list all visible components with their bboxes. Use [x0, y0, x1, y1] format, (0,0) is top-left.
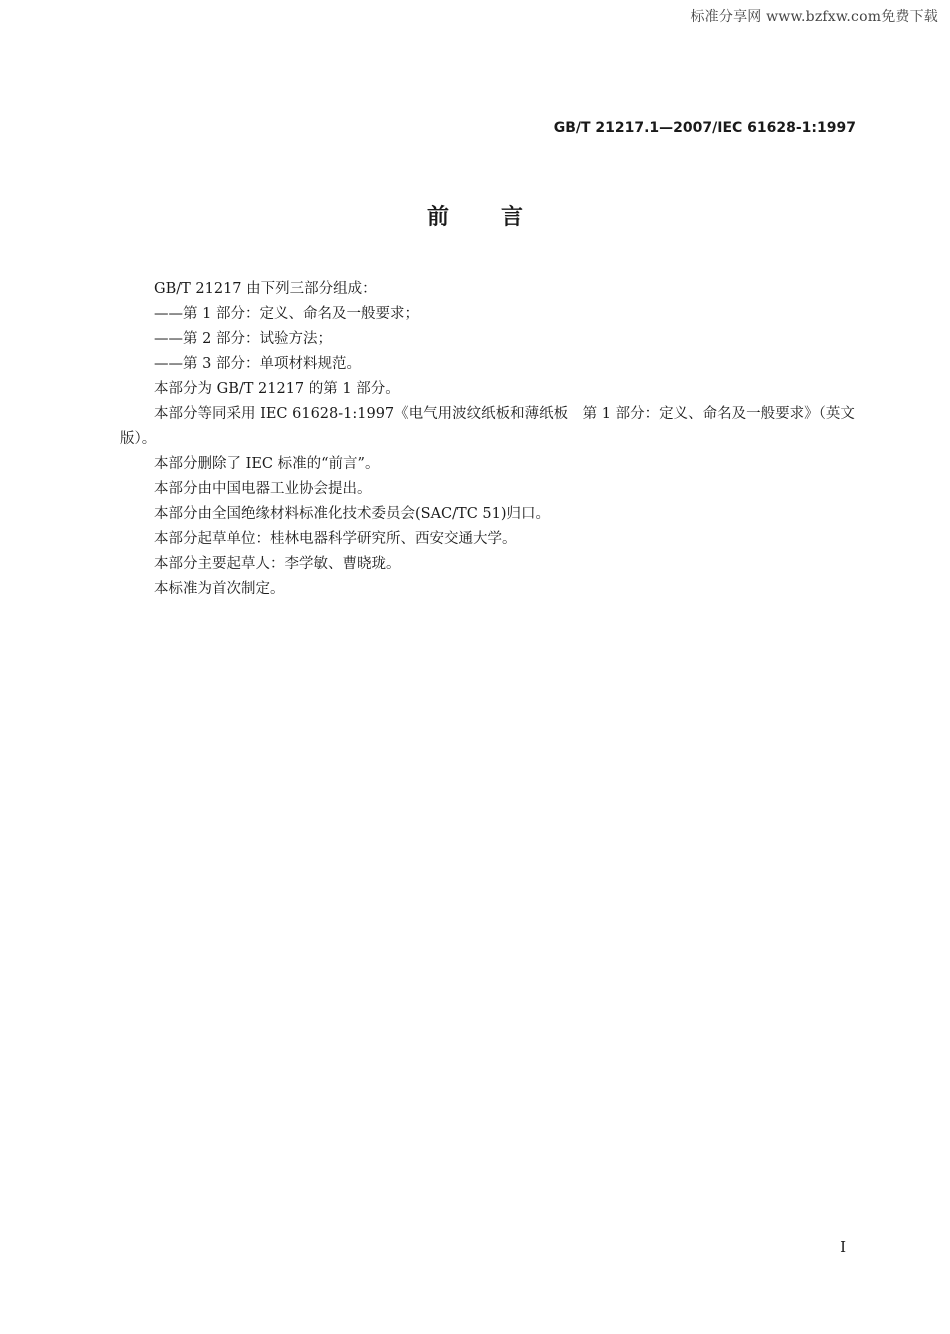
paragraph: GB/T 21217 由下列三部分组成： — [154, 281, 377, 297]
paragraph: 本部分起草单位：桂林电器科学研究所、西安交通大学。 — [154, 531, 517, 547]
foreword-body — [120, 277, 860, 602]
paragraph: 本部分主要起草人：李学敏、曹晓珑。 — [154, 556, 401, 572]
paragraph: 本部分等同采用 IEC 61628-1:1997《电气用波纹纸板和薄纸板 第 1 部分：定义、命名及一般要求》（英文版）。 — [120, 406, 855, 447]
paragraph: 本标准为首次制定。 — [154, 581, 285, 597]
watermark-text: 标准分享网 www.bzfxw.com免费下载 — [690, 9, 938, 25]
paragraph: ——第 3 部分：单项材料规范。 — [154, 356, 361, 372]
paragraph: 本部分由全国绝缘材料标准化技术委员会(SAC/TC 51)归口。 — [154, 506, 551, 522]
page-title: 前言 — [426, 205, 575, 230]
paragraph: ——第 1 部分：定义、命名及一般要求； — [154, 306, 419, 322]
page-number: I — [840, 1238, 846, 1256]
paragraph: 本部分删除了 IEC 标准的“前言”。 — [154, 456, 380, 472]
paragraph: ——第 2 部分：试验方法； — [154, 331, 332, 347]
paragraph: 本部分为 GB/T 21217 的第 1 部分。 — [154, 381, 400, 397]
paragraph: 本部分由中国电器工业协会提出。 — [154, 481, 372, 497]
standard-code: GB/T 21217.1—2007/IEC 61628-1:1997 — [553, 120, 856, 136]
